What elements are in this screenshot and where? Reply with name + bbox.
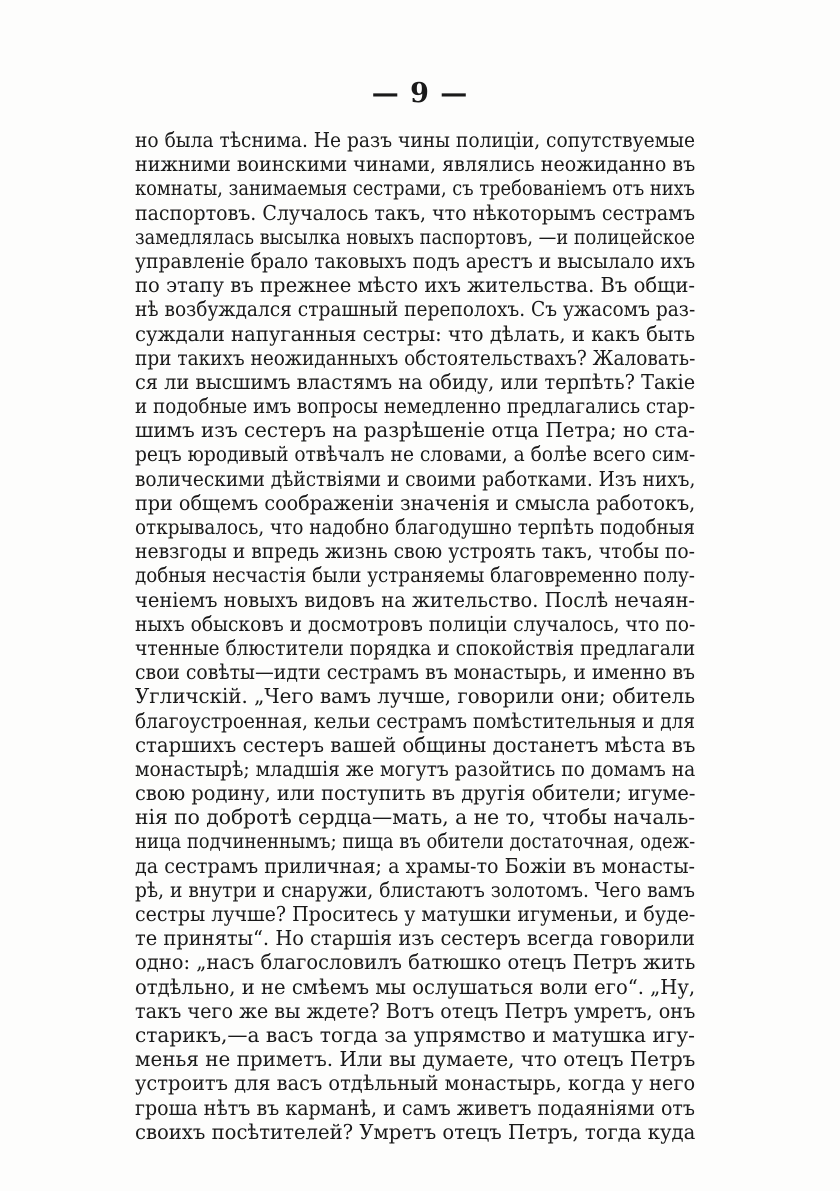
text-line: те приняты“. Но старшія изъ сестеръ всегда говорили: [135, 926, 695, 951]
text-line: ся ли высшимъ властямъ на обиду, или терпѣть? Такіе: [135, 369, 696, 394]
text-line: но была тѣснима. Не разъ чины полиціи, сопутствуемые: [135, 128, 696, 152]
text-line: замедлялась высылка новыхъ паспортовъ, —и полицейское: [135, 224, 696, 249]
text-line: своихъ посѣтителей? Умретъ отецъ Петръ, тогда куда: [135, 1119, 696, 1144]
text-line: старшихъ сестеръ вашей общины достанетъ мѣста въ: [135, 732, 696, 757]
text-line: управленіе брало таковыхъ подъ арестъ и высылало ихъ: [135, 248, 696, 273]
text-line: свою родину, или поступить въ другія обители; игуме-: [135, 781, 696, 806]
text-line: такъ чего же вы ждете? Вотъ отецъ Петръ умретъ, онъ: [135, 998, 696, 1023]
text-line: при общемъ соображеніи значенія и смысла работокъ,: [135, 490, 696, 515]
text-line: отдѣльно, и не смѣемъ мы ослушаться воли его“. „Ну,: [135, 974, 696, 999]
text-line: Угличскій. „Чего вамъ лучше, говорили они; обитель: [135, 684, 695, 709]
text-line: монастырѣ; младшія же могутъ разойтись по домамъ на: [135, 756, 696, 781]
text-line: рецъ юродивый отвѣчалъ не словами, а болѣе всего сим-: [135, 442, 696, 467]
text-line: свои совѣты—идти сестрамъ въ монастырь, и именно въ: [135, 660, 695, 685]
text-line: невзгоды и впредь жизнь свою устроять такъ, чтобы по-: [135, 539, 695, 564]
body-text: [135, 128, 695, 1144]
text-line: ченіемъ новыхъ видовъ на жительство. Послѣ нечаян-: [135, 587, 695, 612]
text-line: ница подчиненнымъ; пища въ обители достаточная, одеж-: [135, 829, 696, 854]
text-line: да сестрамъ приличная; а храмы-то Божіи въ монасты-: [135, 853, 696, 878]
text-line: нія по добротѣ сердца—мать, а не то, чтобы началь-: [135, 805, 696, 830]
text-line: шимъ изъ сестеръ на разрѣшеніе отца Петра; но ста-: [135, 418, 696, 443]
text-line: чтенные блюстители порядка и спокойствія предлагали: [135, 635, 696, 660]
text-line: менья не приметъ. Или вы думаете, что отецъ Петръ: [135, 1047, 696, 1072]
page-number: — 9 —: [371, 78, 469, 109]
text-line: благоустроенная, кельи сестрамъ помѣстительныя и для: [135, 708, 695, 733]
text-line: суждали напуганныя сестры: что дѣлать, и какъ быть: [135, 321, 695, 346]
text-line: устроитъ для васъ отдѣльный монастырь, когда у него: [135, 1071, 696, 1096]
text-line: гроша нѣтъ въ карманѣ, и самъ живетъ подаяніями отъ: [135, 1095, 696, 1120]
text-line: одно: „насъ благословилъ батюшко отецъ Петръ жить: [135, 950, 696, 975]
text-line: при такихъ неожиданныхъ обстоятельствахъ? Жаловать-: [135, 345, 696, 370]
text-line: открывалось, что надобно благодушно терпѣть подобныя: [135, 515, 695, 539]
text-line: ныхъ обысковъ и досмотровъ полиціи случалось, что по-: [135, 611, 696, 636]
text-line: и подобные имъ вопросы немедленно предлагались стар-: [135, 394, 696, 419]
text-line: старикъ,—а васъ тогда за упрямство и матушка игу-: [135, 1022, 695, 1047]
text-line: нѣ возбуждался страшный переполохъ. Съ ужасомъ раз-: [135, 297, 696, 322]
text-line: паспортовъ. Случалось такъ, что нѣкоторымъ сестрамъ: [135, 200, 696, 225]
text-line: по этапу въ прежнее мѣсто ихъ жительства. Въ общи-: [135, 273, 695, 298]
text-line: добныя несчастія были устраняемы благовременно полу-: [135, 563, 695, 588]
text-line: рѣ, и внутри и снаружи, блистаютъ золотомъ. Чего вамъ: [135, 877, 695, 902]
text-line: комнаты, занимаемыя сестрами, съ требованіемъ отъ нихъ: [135, 176, 696, 201]
text-line: сестры лучше? Проситесь у матушки игуменьи, и буде-: [135, 902, 696, 926]
text-line: волическими дѣйствіями и своими работками. Изъ нихъ,: [135, 466, 696, 491]
text-line: нижними воинскими чинами, являлись неожиданно въ: [135, 152, 696, 177]
